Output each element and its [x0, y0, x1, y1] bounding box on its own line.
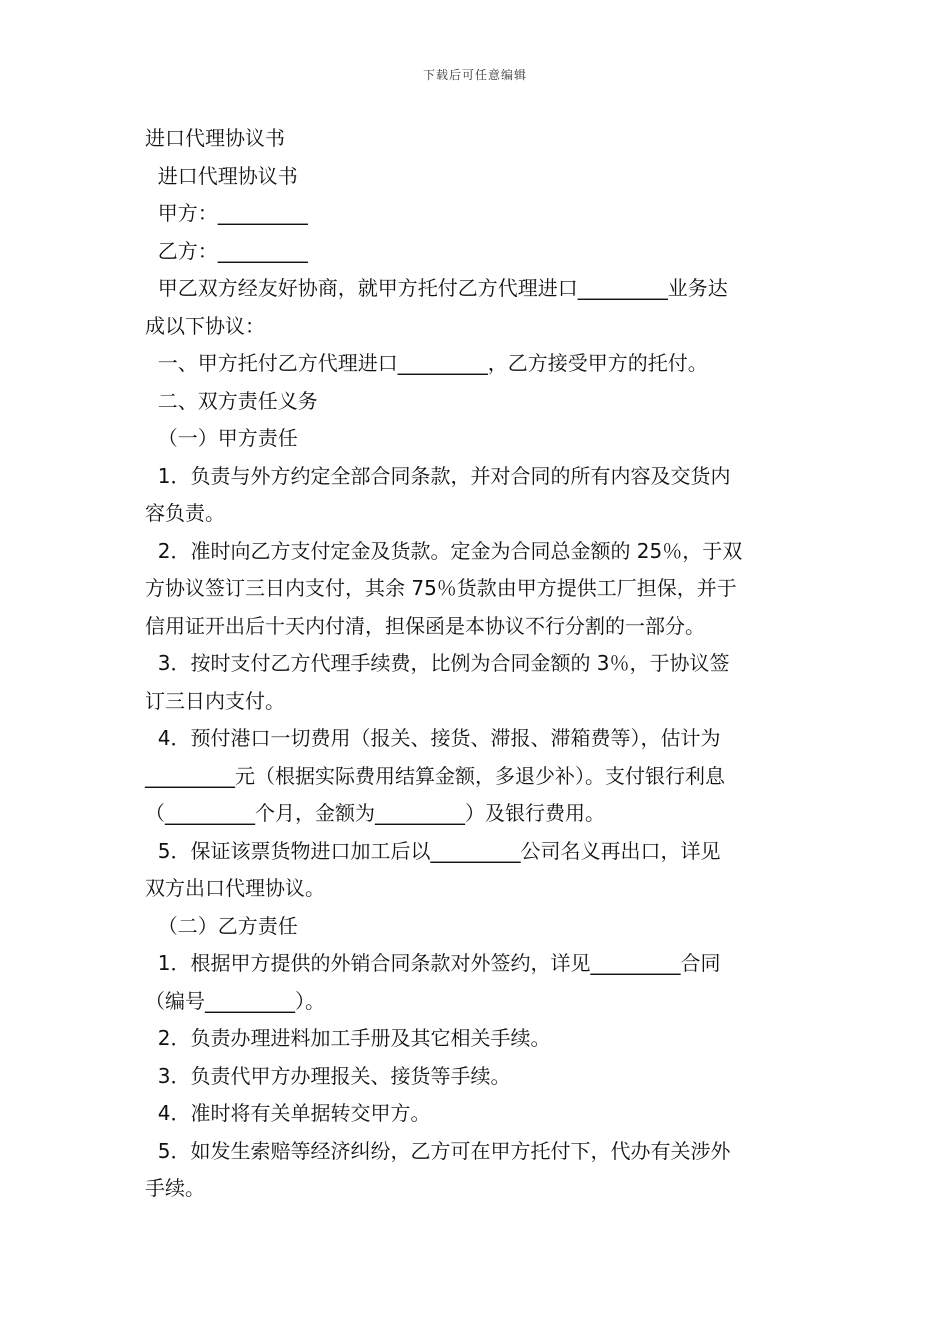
- preamble-line: 甲乙双方经友好协商，就甲方托付乙方代理进口_________业务达: [145, 276, 728, 300]
- party-b-item-5: 手续。: [145, 1176, 205, 1200]
- party-a-item-1: 1．负责与外方约定全部合同条款，并对合同的所有内容及交货内: [145, 463, 731, 488]
- party-a-item-4: 4．预付港口一切费用（报关、接货、滞报、滞箱费等），估计为: [145, 726, 721, 750]
- party-b-item-1: （编号_________）。: [145, 988, 325, 1013]
- party-b-line: 乙方：_________: [145, 238, 308, 263]
- preamble-line: 成以下协议：: [145, 313, 265, 338]
- party-b-item-1: 1．根据甲方提供的外销合同条款对外签约，详见_________合同: [145, 951, 721, 975]
- party-a-item-4: _________元（根据实际费用结算金额，多退少补）。支付银行利息: [145, 763, 725, 788]
- party-a-item-5: 5．保证该票货物进口加工后以_________公司名义再出口，详见: [145, 838, 721, 863]
- party-b-item-5: 5．如发生索赔等经济纠纷，乙方可在甲方托付下，代办有关涉外: [145, 1138, 731, 1163]
- section-heading: 二、双方责任义务: [145, 388, 318, 413]
- party-a-item-1: 容负责。: [145, 501, 225, 525]
- document-body: [145, 120, 810, 1208]
- subsection-heading-party-a: （一）甲方责任: [145, 426, 298, 450]
- party-a-item-3: 3．按时支付乙方代理手续费，比例为合同金额的 3％，于协议签: [145, 651, 730, 675]
- party-a-item-2: 信用证开出后十天内付清，担保函是本协议不行分割的一部分。: [145, 613, 705, 638]
- party-a-item-4: （_________个月，金额为_________）及银行费用。: [145, 801, 605, 825]
- party-a-item-2: 方协议签订三日内支付，其余 75％货款由甲方提供工厂担保，并于: [145, 576, 737, 600]
- header-note: 下载后可任意编辑: [422, 68, 527, 82]
- party-a-item-5: 双方出口代理协议。: [145, 876, 325, 900]
- subsection-heading-party-b: （二）乙方责任: [145, 913, 298, 938]
- party-a-item-3: 订三日内支付。: [145, 688, 285, 713]
- party-a-line: 甲方：_________: [145, 201, 308, 225]
- party-b-item-4: 4．准时将有关单据转交甲方。: [145, 1101, 431, 1125]
- document-subtitle: 进口代理协议书: [145, 163, 298, 188]
- document-title: 进口代理协议书: [145, 126, 285, 150]
- party-b-item-3: 3．负责代甲方办理报关、接货等手续。: [145, 1063, 511, 1088]
- clause-one: 一、甲方托付乙方代理进口_________，乙方接受甲方的托付。: [145, 351, 708, 375]
- party-b-item-2: 2．负责办理进料加工手册及其它相关手续。: [145, 1026, 551, 1050]
- party-a-item-2: 2．准时向乙方支付定金及货款。定金为合同总金额的 25％，于双: [145, 538, 743, 563]
